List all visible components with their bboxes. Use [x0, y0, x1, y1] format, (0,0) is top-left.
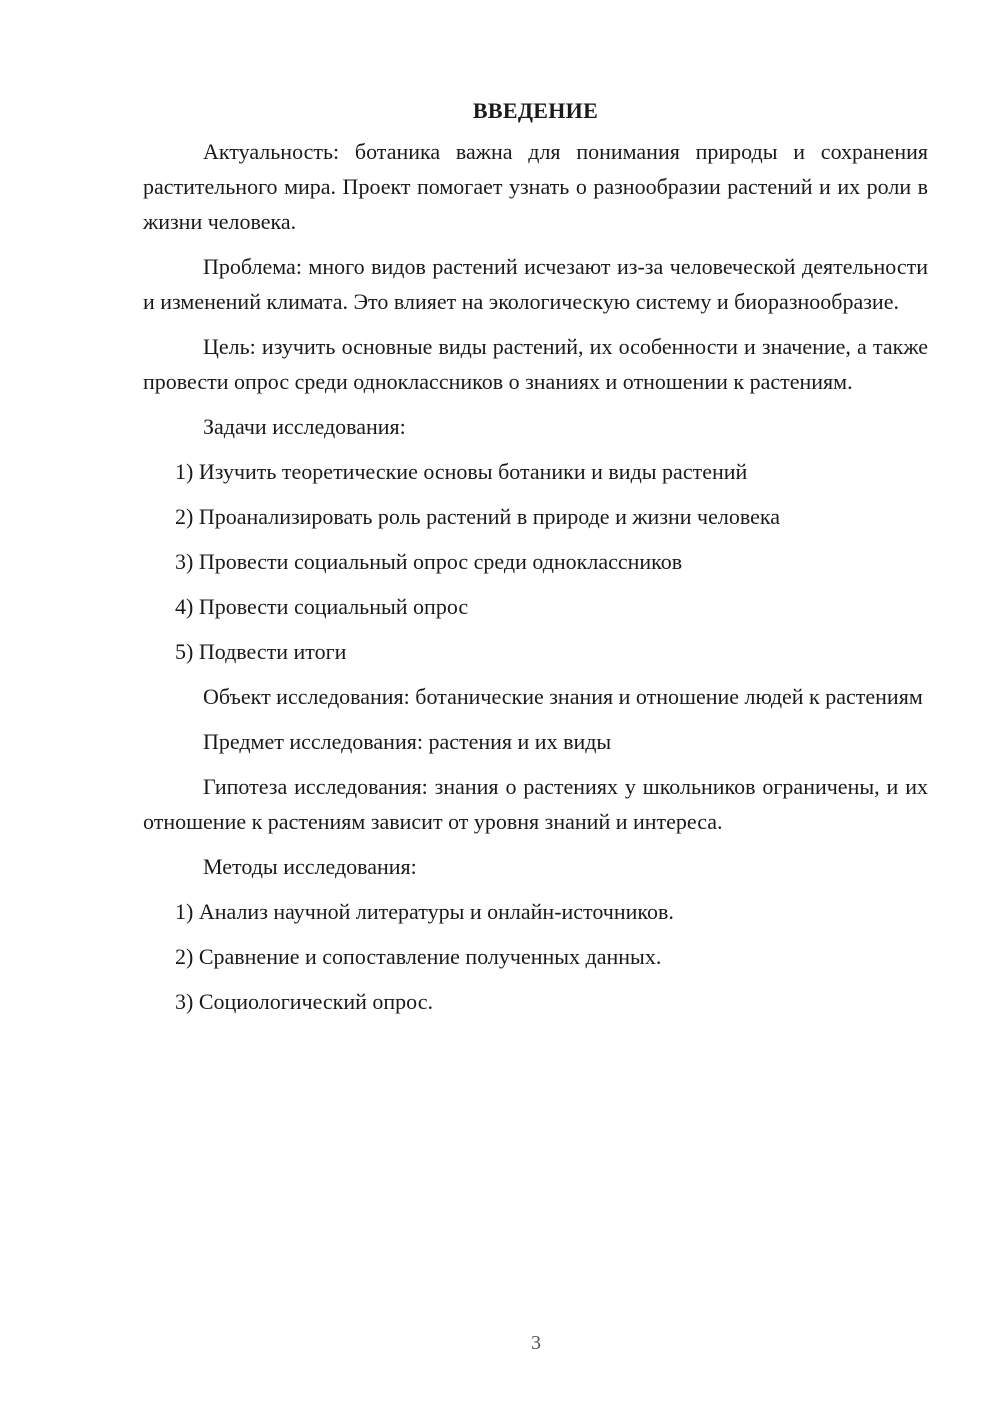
document-body	[143, 93, 928, 1029]
page-number: 3	[531, 1332, 541, 1354]
task-item: 2) Проанализировать роль растений в природе и жизни человека	[175, 504, 781, 529]
task-item: 5) Подвести итоги	[175, 639, 347, 664]
subject-paragraph: Предмет исследования: растения и их виды	[203, 729, 612, 754]
goal-paragraph: Цель: изучить основные виды растений, их особенности и значение, а также провести опрос среди одноклассников о знаниях и отношении к растениям.	[143, 334, 928, 394]
task-item: 3) Провести социальный опрос среди одноклассников	[175, 549, 683, 574]
problem-paragraph: Проблема: много видов растений исчезают из-за человеческой деятельности и изменений климата. Это влияет на экологическую систему и биоразнообразие.	[143, 254, 928, 314]
method-item: 1) Анализ научной литературы и онлайн-источников.	[175, 899, 674, 924]
task-item: 1) Изучить теоретические основы ботаники и виды растений	[175, 459, 748, 484]
method-item: 2) Сравнение и сопоставление полученных данных.	[175, 944, 662, 969]
section-title: ВВЕДЕНИЕ	[472, 98, 599, 123]
hypothesis-paragraph: Гипотеза исследования: знания о растениях у школьников ограничены, и их отношение к растениям зависит от уровня знаний и интереса.	[143, 774, 928, 834]
tasks-heading: Задачи исследования:	[203, 414, 406, 439]
relevance-paragraph: Актуальность: ботаника важна для понимания природы и сохранения растительного мира. Проект помогает узнать о разнообразии растений и их роли в жизни человека.	[143, 139, 928, 234]
method-item: 3) Социологический опрос.	[175, 989, 433, 1014]
task-item: 4) Провести социальный опрос	[175, 594, 469, 619]
object-paragraph: Объект исследования: ботанические знания и отношение людей к растениям	[203, 684, 923, 709]
methods-heading: Методы исследования:	[203, 854, 417, 879]
